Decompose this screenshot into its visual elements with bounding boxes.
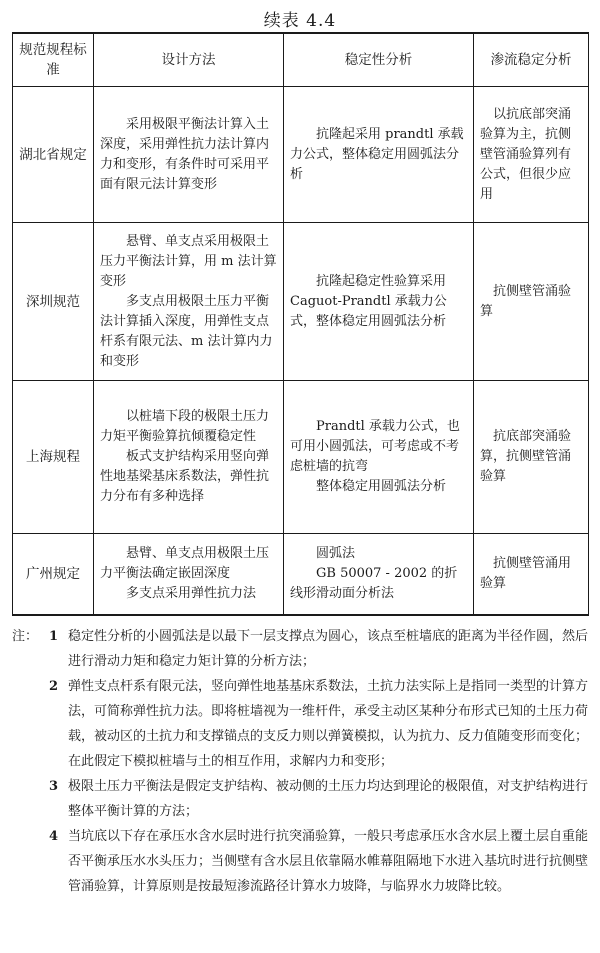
note-text: 极限土压力平衡法是假定支护结构、被动侧的土压力均达到理论的极限值，对支护结构进行整体平衡计算的方法； [68, 779, 589, 819]
seepage-text: 抗侧壁管涌用验算 [480, 556, 572, 591]
note-text: 稳定性分析的小圆弧法是以最下一层支撑点为圆心，该点至桩墙底的距离为半径作圆，然后进行滑动力矩和稳定力矩计算的分析方法； [68, 629, 589, 669]
note-item [12, 624, 588, 674]
standard-cell: 广州规定 [13, 534, 94, 616]
notes-prefix: 注： [12, 629, 39, 644]
design-text: 以桩墙下段的极限土压力力矩平衡验算抗倾覆稳定性 [100, 409, 270, 444]
table-row [13, 381, 589, 534]
table-notes [12, 624, 588, 899]
note-number: 1 [48, 629, 58, 644]
stability-text: 抗隆起采用 prandtl 承载力公式，整体稳定用圆弧法分析 [290, 126, 464, 182]
stability-text: GB 50007 - 2002 的折线形滑动面分析法 [290, 566, 458, 601]
design-cell [94, 381, 284, 534]
header-stability-analysis: 稳定性分析 [284, 33, 474, 87]
note-item [12, 824, 588, 899]
design-text: 多支点采用弹性抗力法 [126, 586, 257, 601]
design-text: 悬臂、单支点采用极限土压力平衡法计算，用 m 法计算变形 [100, 233, 277, 289]
stability-cell [284, 534, 474, 616]
seepage-cell [474, 534, 589, 616]
header-design-method: 设计方法 [94, 33, 284, 87]
stability-text: 抗隆起稳定性验算采用 Caguot-Prandtl 承载力公式，整体稳定用圆弧法分析 [290, 273, 447, 329]
stability-text: 整体稳定用圆弧法分析 [316, 479, 447, 494]
table-header-row [13, 33, 589, 87]
table-row [13, 223, 589, 381]
stability-cell [284, 381, 474, 534]
note-number: 2 [48, 679, 58, 694]
seepage-cell [474, 381, 589, 534]
comparison-table [12, 32, 589, 616]
seepage-text: 抗底部突涌验算，抗侧壁管涌验算 [480, 429, 572, 484]
design-text: 多支点用极限土压力平衡法计算插入深度，用弹性支点杆系有限元法、m 法计算内力和变形 [100, 293, 273, 369]
stability-cell [284, 87, 474, 223]
note-item [12, 774, 588, 824]
seepage-text: 以抗底部突涌验算为主，抗侧壁管涌验算列有公式，但很少应用 [480, 106, 572, 202]
standard-cell: 上海规程 [13, 381, 94, 534]
note-text: 弹性支点杆系有限元法，竖向弹性地基基床系数法，土抗力法实际上是指同一类型的计算方法，可简称弹性抗力法。即将桩墙视为一维杆件，承受主动区某种分布形式已知的土压力荷载，被动区的土抗力和支撑锚点的支反力则以弹簧模拟，认为抗力、反力值随变形而变化；在此假定下模拟桩墙与土的相互作用，求解内力和变形； [68, 679, 589, 769]
note-number: 4 [48, 829, 58, 844]
design-text: 板式支护结构采用竖向弹性地基梁基床系数法，弹性抗力分布有多种选择 [100, 449, 270, 504]
design-cell [94, 223, 284, 381]
header-seepage-analysis: 渗流稳定分析 [474, 33, 589, 87]
seepage-cell [474, 87, 589, 223]
design-text: 采用极限平衡法计算入土深度，采用弹性抗力法计算内力和变形，有条件时可采用平面有限元法计算变形 [100, 116, 270, 192]
design-text: 悬臂、单支点用极限土压力平衡法确定嵌固深度 [100, 546, 270, 581]
note-text: 当坑底以下存在承压水含水层时进行抗突涌验算，一般只考虑承压水含水层上覆土层自重能否平衡承压水水头压力；当侧壁有含水层且依靠隔水帷幕阻隔地下水进入基坑时进行抗侧壁管涌验算，计算原则是按最短渗流路径计算水力坡降，与临界水力坡降比较。 [68, 829, 589, 894]
note-item [12, 674, 588, 774]
stability-cell [284, 223, 474, 381]
standard-cell: 深圳规范 [13, 223, 94, 381]
stability-text: Prandtl 承载力公式，也可用小圆弧法，可考虑或不考虑桩墙的抗弯 [290, 419, 460, 474]
seepage-cell [474, 223, 589, 381]
seepage-text: 抗侧壁管涌验算 [480, 283, 572, 319]
table-row [13, 534, 589, 616]
note-number: 3 [48, 779, 58, 794]
design-cell [94, 87, 284, 223]
standard-cell: 湖北省规定 [13, 87, 94, 223]
table-title: 续表 4.4 [263, 11, 337, 31]
header-standard: 规范规程标准 [13, 33, 94, 87]
table-row [13, 87, 589, 223]
stability-text: 圆弧法 [316, 546, 356, 561]
design-cell [94, 534, 284, 616]
